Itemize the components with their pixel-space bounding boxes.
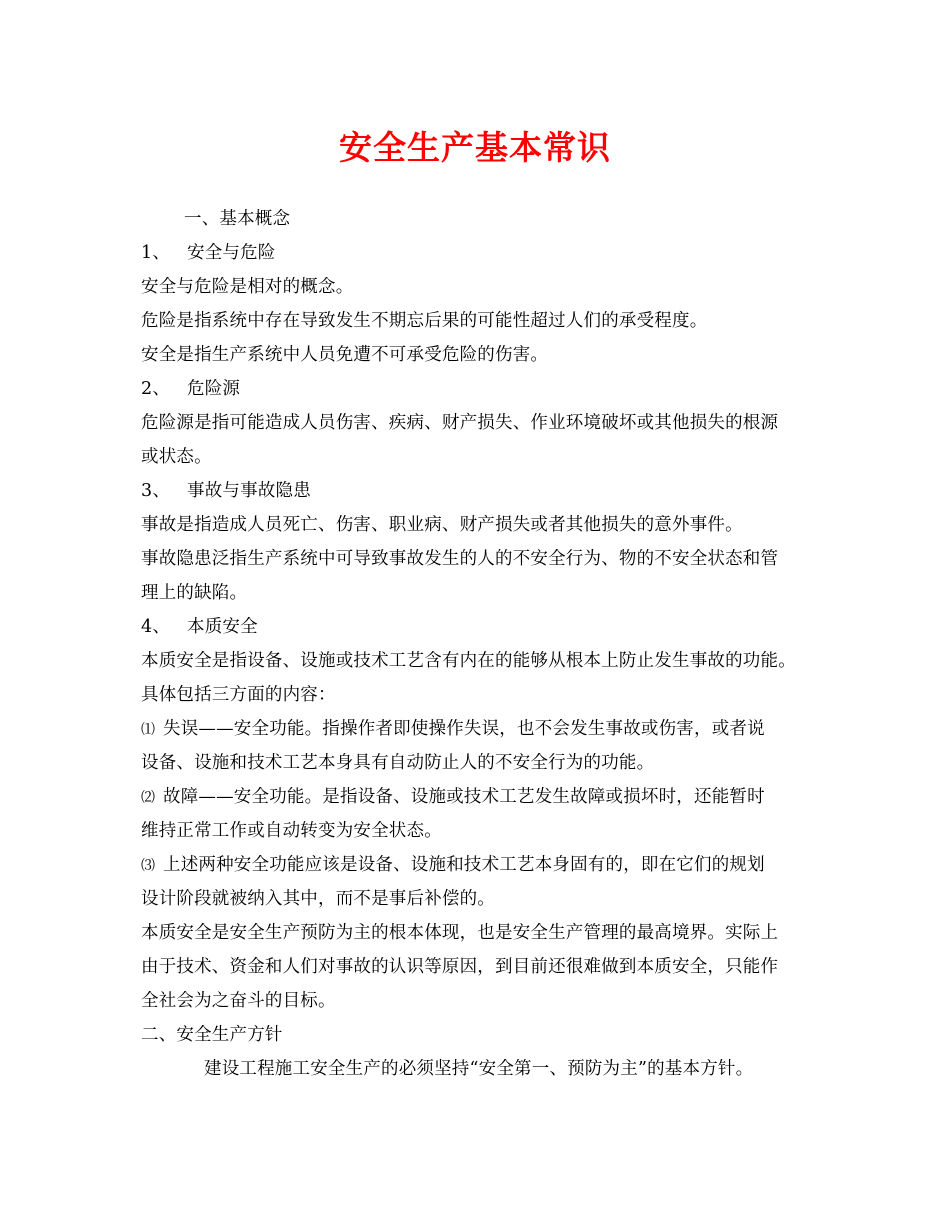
paragraph-line: 设计阶段就被纳入其中，而不是事后补偿的。 — [141, 889, 495, 909]
paragraph-line: 由于技术、资金和人们对事故的认识等原因，到目前还很难做到本质安全，只能作 — [141, 957, 779, 977]
sub-item-line — [141, 848, 831, 882]
sub-item-marker: ⑵ — [141, 790, 156, 806]
item-number: 4、 — [141, 617, 171, 637]
paragraph-line: 或状态。 — [141, 447, 212, 467]
paragraph-line: 全社会为之奋斗的目标。 — [141, 991, 336, 1011]
section-heading-safety-policy: 二、安全生产方针 — [141, 1025, 283, 1045]
paragraph-line: 事故隐患泛指生产系统中可导致事故发生的人的不安全行为、物的不安全状态和管 — [141, 549, 779, 569]
item-heading-text: 本质安全 — [187, 617, 258, 637]
item-heading-intrinsic-safety — [141, 610, 831, 644]
paragraph-line: 危险源是指可能造成人员伤害、疾病、财产损失、作业环境破坏或其他损失的根源 — [141, 413, 779, 433]
paragraph-line: 维持正常工作或自动转变为安全状态。 — [141, 821, 442, 841]
sub-item-marker: ⑶ — [141, 858, 156, 874]
sub-item-line — [141, 780, 831, 814]
sub-item-line — [141, 712, 831, 746]
item-number: 1、 — [141, 243, 171, 263]
item-number: 2、 — [141, 379, 171, 399]
paragraph-line: 理上的缺陷。 — [141, 583, 248, 603]
paragraph-line: 危险是指系统中存在导致发生不期忘后果的可能性超过人们的承受程度。 — [141, 311, 708, 331]
paragraph-line: 安全是指生产系统中人员免遭不可承受危险的伤害。 — [141, 345, 549, 365]
item-heading-text: 事故与事故隐患 — [187, 481, 311, 501]
document-title: 安全生产基本常识 — [339, 128, 611, 167]
paragraph-line: 安全与危险是相对的概念。 — [141, 277, 354, 297]
paragraph-line: 具体包括三方面的内容： — [141, 685, 336, 705]
item-number: 3、 — [141, 481, 171, 501]
sub-item-text: 上述两种安全功能应该是设备、设施和技术工艺本身固有的，即在它们的规划 — [163, 855, 765, 875]
item-heading-text: 危险源 — [187, 379, 241, 399]
paragraph-line: 本质安全是安全生产预防为主的根本体现，也是安全生产管理的最高境界。实际上 — [141, 923, 779, 943]
sub-item-marker: ⑴ — [141, 722, 156, 738]
section-heading-basic-concepts: 一、基本概念 — [184, 209, 291, 229]
paragraph-line: 设备、设施和技术工艺本身具有自动防止人的不安全行为的功能。 — [141, 753, 655, 773]
item-heading-accident-hazard — [141, 474, 831, 508]
sub-item-text: 失误——安全功能。指操作者即使操作失误，也不会发生事故或伤害，或者说 — [163, 719, 765, 739]
item-heading-safety-danger — [141, 236, 831, 270]
document-body — [141, 202, 831, 1086]
paragraph-line: 本质安全是指设备、设施或技术工艺含有内在的能够从根本上防止发生事故的功能。 — [141, 651, 796, 671]
item-heading-hazard-source — [141, 372, 831, 406]
item-heading-text: 安全与危险 — [187, 243, 276, 263]
paragraph-line: 事故是指造成人员死亡、伤害、职业病、财产损失或者其他损失的意外事件。 — [141, 515, 743, 535]
sub-item-text: 故障——安全功能。是指设备、设施或技术工艺发生故障或损坏时，还能暂时 — [163, 787, 765, 807]
paragraph-line: 建设工程施工安全生产的必须坚持“安全第一、预防为主”的基本方针。 — [204, 1059, 754, 1079]
